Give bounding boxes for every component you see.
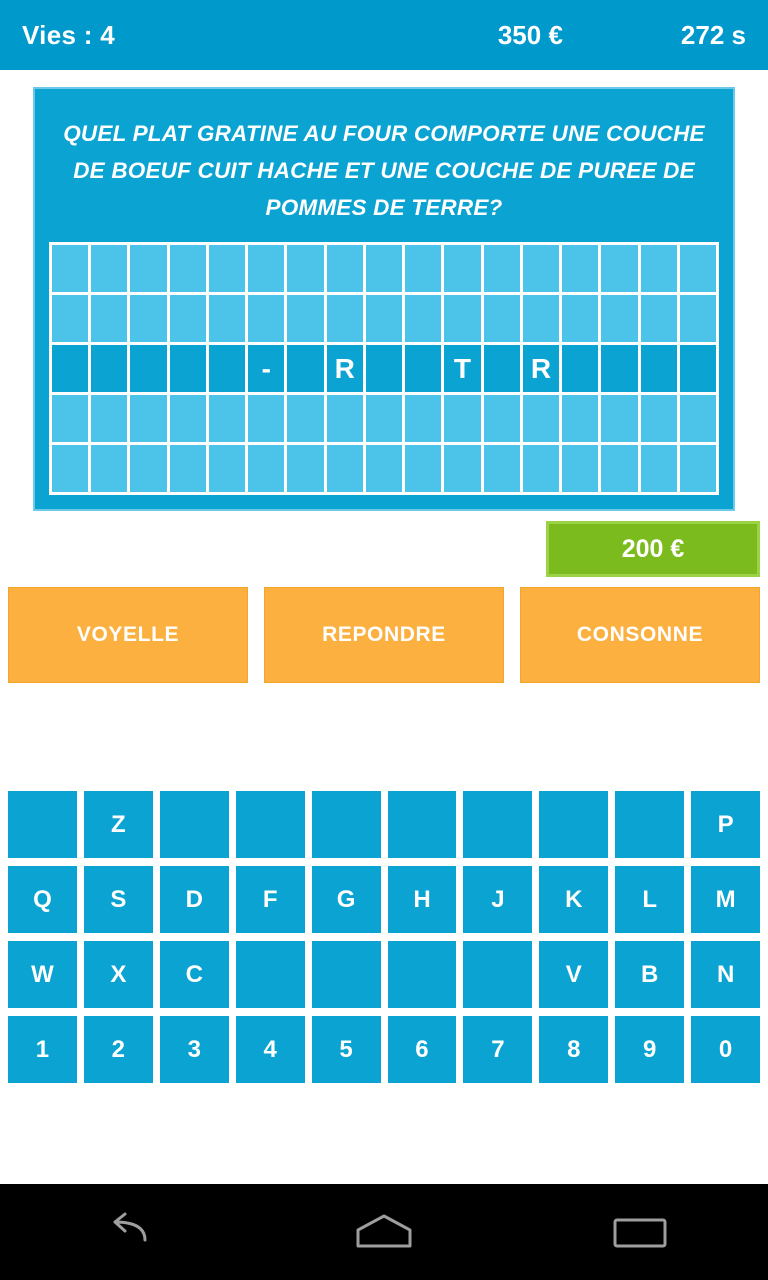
- letter-cell: R: [327, 345, 366, 395]
- letter-cell: [562, 445, 601, 495]
- timer-label: 272 s: [680, 19, 746, 50]
- letter-cell: [484, 245, 523, 295]
- letter-cell: [248, 295, 287, 345]
- letter-cell: [209, 445, 248, 495]
- key-j[interactable]: J: [463, 866, 532, 933]
- home-icon: [353, 1212, 415, 1252]
- letter-cell: [523, 245, 562, 295]
- key-4[interactable]: 4: [236, 1016, 305, 1083]
- letter-cell: [444, 395, 483, 445]
- grid-row: [52, 345, 719, 395]
- key-used: [8, 791, 77, 858]
- letter-cell: [444, 445, 483, 495]
- key-1[interactable]: 1: [8, 1016, 77, 1083]
- letter-cell: [641, 445, 680, 495]
- action-button-consonne[interactable]: CONSONNE: [520, 587, 760, 683]
- grid-row: [52, 245, 719, 295]
- key-5[interactable]: 5: [312, 1016, 381, 1083]
- letter-cell: [562, 395, 601, 445]
- letter-cell: [601, 345, 640, 395]
- key-p[interactable]: P: [691, 791, 760, 858]
- key-7[interactable]: 7: [463, 1016, 532, 1083]
- letter-cell: [601, 295, 640, 345]
- prize-badge: 200 €: [546, 521, 760, 577]
- keyboard-row: [8, 791, 760, 858]
- key-0[interactable]: 0: [691, 1016, 760, 1083]
- key-n[interactable]: N: [691, 941, 760, 1008]
- letter-cell: [209, 245, 248, 295]
- letter-cell: [562, 345, 601, 395]
- letter-cell: [484, 295, 523, 345]
- letter-cell: [405, 345, 444, 395]
- letter-cell: [444, 295, 483, 345]
- letter-cell: [366, 345, 405, 395]
- letter-cell: [287, 245, 326, 295]
- letter-cell: [170, 445, 209, 495]
- letter-cell: [484, 445, 523, 495]
- letter-cell: [405, 445, 444, 495]
- keyboard-row: [8, 866, 760, 933]
- key-6[interactable]: 6: [388, 1016, 457, 1083]
- key-c[interactable]: C: [160, 941, 229, 1008]
- letter-cell: [130, 395, 169, 445]
- letter-cell: [523, 295, 562, 345]
- letter-cell: [170, 245, 209, 295]
- letter-cell: [484, 345, 523, 395]
- letter-cell: -: [248, 345, 287, 395]
- key-w[interactable]: W: [8, 941, 77, 1008]
- key-f[interactable]: F: [236, 866, 305, 933]
- letter-grid: [49, 242, 719, 495]
- action-button-repondre[interactable]: REPONDRE: [264, 587, 504, 683]
- letter-cell: [641, 245, 680, 295]
- letter-cell: [248, 395, 287, 445]
- key-s[interactable]: S: [84, 866, 153, 933]
- letter-cell: [287, 345, 326, 395]
- letter-cell: [248, 245, 287, 295]
- letter-cell: [170, 395, 209, 445]
- letter-cell: [444, 245, 483, 295]
- letter-cell: [601, 245, 640, 295]
- letter-cell: [170, 295, 209, 345]
- letter-cell: [52, 395, 91, 445]
- letter-cell: [680, 345, 719, 395]
- letter-cell: [680, 395, 719, 445]
- on-screen-keyboard: [0, 683, 768, 1091]
- key-used: [463, 791, 532, 858]
- key-used: [463, 941, 532, 1008]
- letter-cell: [130, 345, 169, 395]
- key-h[interactable]: H: [388, 866, 457, 933]
- key-9[interactable]: 9: [615, 1016, 684, 1083]
- letter-cell: [209, 295, 248, 345]
- letter-cell: [130, 445, 169, 495]
- letter-cell: [366, 395, 405, 445]
- letter-cell: [641, 395, 680, 445]
- key-used: [236, 941, 305, 1008]
- key-v[interactable]: V: [539, 941, 608, 1008]
- keyboard-row: [8, 941, 760, 1008]
- key-z[interactable]: Z: [84, 791, 153, 858]
- letter-cell: [680, 245, 719, 295]
- grid-row: [52, 395, 719, 445]
- key-3[interactable]: 3: [160, 1016, 229, 1083]
- key-used: [312, 791, 381, 858]
- prize-row: [0, 511, 768, 577]
- letter-cell: [91, 345, 130, 395]
- letter-cell: [523, 395, 562, 445]
- letter-cell: [680, 295, 719, 345]
- letter-cell: [248, 445, 287, 495]
- letter-cell: [327, 245, 366, 295]
- letter-cell: [327, 445, 366, 495]
- lives-label: Vies : 4: [22, 19, 115, 50]
- money-label: 350 €: [497, 19, 563, 50]
- key-2[interactable]: 2: [84, 1016, 153, 1083]
- key-l[interactable]: L: [615, 866, 684, 933]
- key-x[interactable]: X: [84, 941, 153, 1008]
- letter-cell: [366, 295, 405, 345]
- key-used: [539, 791, 608, 858]
- recents-button[interactable]: [570, 1184, 710, 1280]
- letter-cell: T: [444, 345, 483, 395]
- home-button[interactable]: [314, 1184, 454, 1280]
- letter-cell: [91, 395, 130, 445]
- grid-row: [52, 295, 719, 345]
- grid-row: [52, 445, 719, 495]
- letter-cell: [405, 295, 444, 345]
- letter-cell: [327, 395, 366, 445]
- letter-cell: [562, 245, 601, 295]
- letter-cell: [366, 445, 405, 495]
- key-used: [388, 791, 457, 858]
- key-d[interactable]: D: [160, 866, 229, 933]
- letter-cell: [366, 245, 405, 295]
- key-g[interactable]: G: [312, 866, 381, 933]
- action-buttons: [0, 577, 768, 683]
- letter-cell: [327, 295, 366, 345]
- android-nav-bar: [0, 1184, 768, 1280]
- letter-cell: [91, 245, 130, 295]
- key-q[interactable]: Q: [8, 866, 77, 933]
- letter-cell: [287, 295, 326, 345]
- letter-cell: [52, 445, 91, 495]
- letter-cell: [680, 445, 719, 495]
- key-k[interactable]: K: [539, 866, 608, 933]
- letter-cell: [484, 395, 523, 445]
- letter-cell: [405, 395, 444, 445]
- key-used: [312, 941, 381, 1008]
- letter-cell: [405, 245, 444, 295]
- keyboard-row: [8, 1016, 760, 1083]
- letter-cell: [209, 395, 248, 445]
- letter-cell: [130, 245, 169, 295]
- letter-cell: [52, 345, 91, 395]
- puzzle-panel: [33, 87, 735, 511]
- letter-cell: [130, 295, 169, 345]
- key-8[interactable]: 8: [539, 1016, 608, 1083]
- letter-cell: [641, 295, 680, 345]
- letter-cell: [52, 295, 91, 345]
- letter-cell: [91, 295, 130, 345]
- key-used: [388, 941, 457, 1008]
- letter-cell: [562, 295, 601, 345]
- key-m[interactable]: M: [691, 866, 760, 933]
- letter-cell: R: [523, 345, 562, 395]
- key-used: [615, 791, 684, 858]
- recents-icon: [611, 1212, 669, 1252]
- key-used: [160, 791, 229, 858]
- letter-cell: [287, 445, 326, 495]
- key-used: [236, 791, 305, 858]
- letter-cell: [170, 345, 209, 395]
- letter-cell: [601, 445, 640, 495]
- back-icon: [101, 1212, 155, 1252]
- question-text: QUEL PLAT GRATINE AU FOUR COMPORTE UNE COUCHE DE BOEUF CUIT HACHE ET UNE COUCHE DE PUREE DE POMMES DE TERRE?: [63, 121, 705, 220]
- action-button-voyelle[interactable]: VOYELLE: [8, 587, 248, 683]
- letter-cell: [641, 345, 680, 395]
- key-b[interactable]: B: [615, 941, 684, 1008]
- letter-cell: [601, 395, 640, 445]
- letter-cell: [209, 345, 248, 395]
- letter-cell: [523, 445, 562, 495]
- letter-cell: [91, 445, 130, 495]
- letter-cell: [287, 395, 326, 445]
- back-button[interactable]: [58, 1184, 198, 1280]
- letter-cell: [52, 245, 91, 295]
- status-bar: [0, 0, 768, 70]
